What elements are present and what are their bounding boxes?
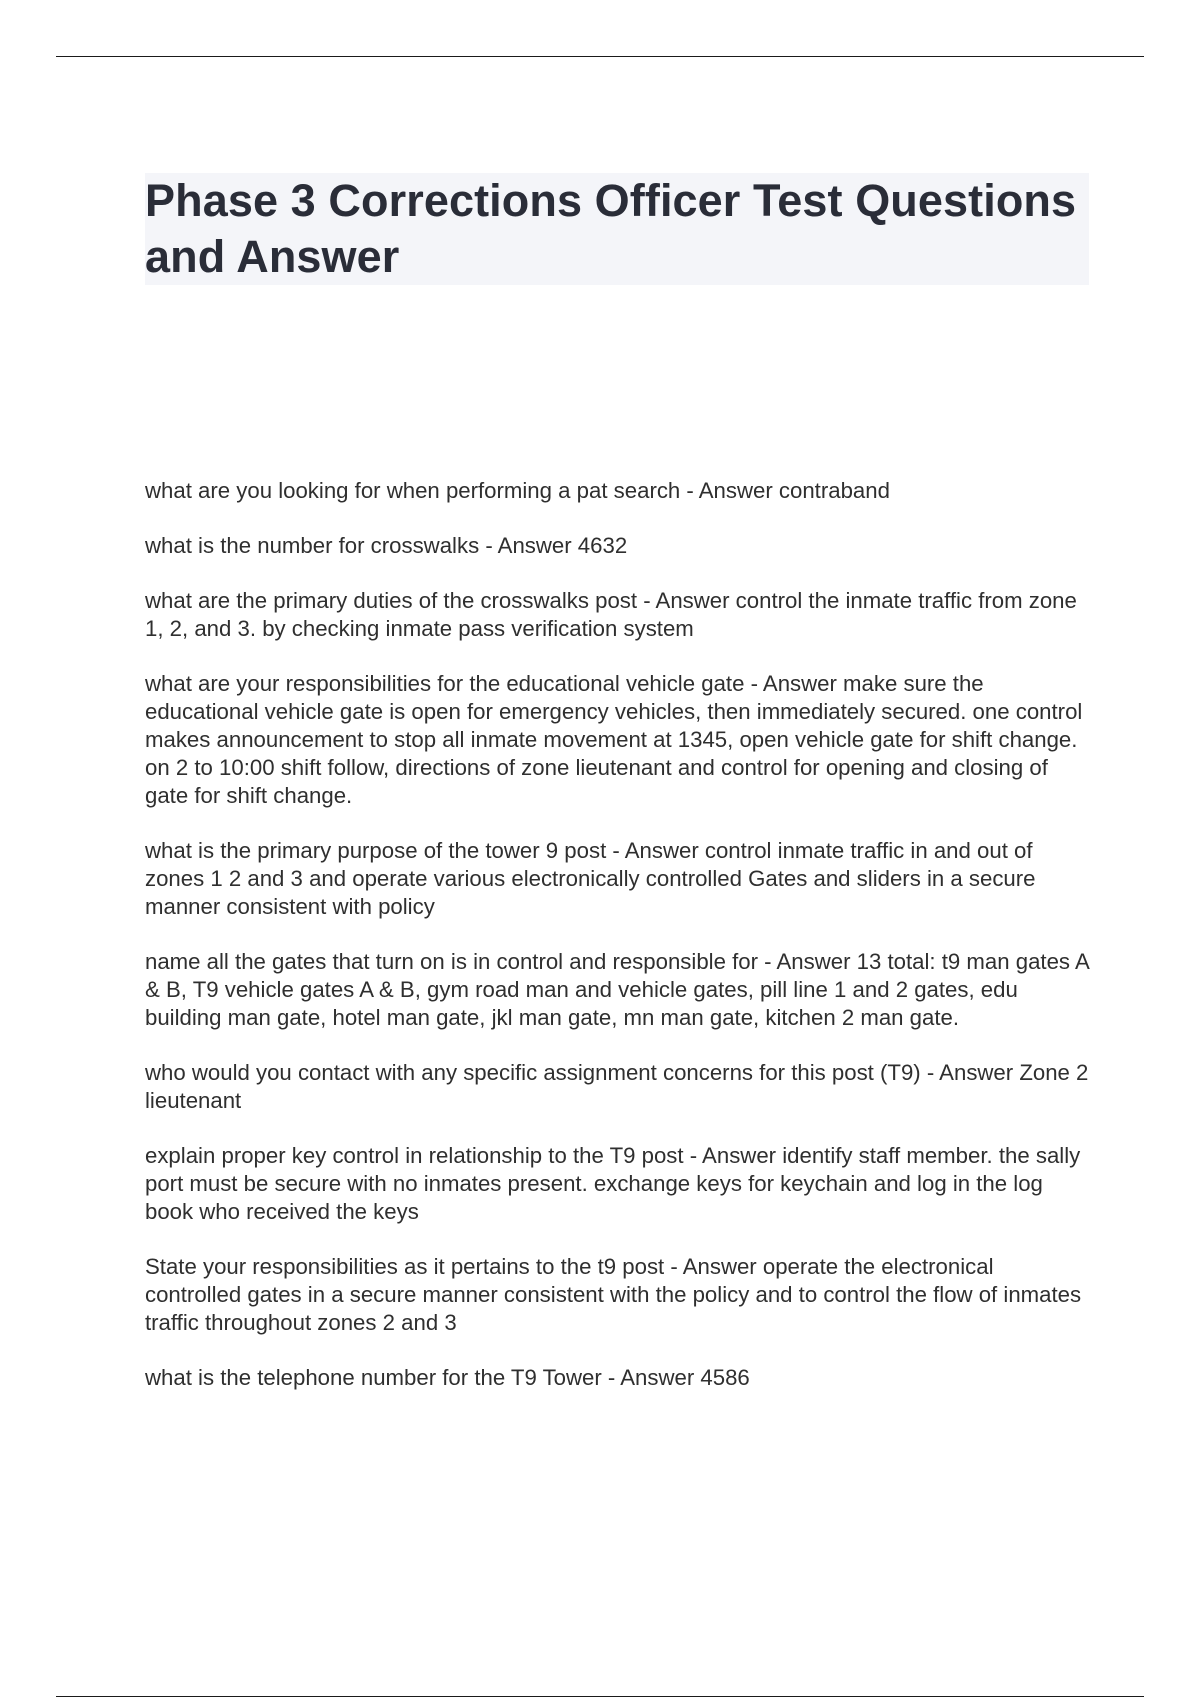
qa-item: name all the gates that turn on is in control and responsible for - Answer 13 total: t9 man gates A & B, T9 vehicle gates A & B, gym road man and vehicle gates, pill line 1 and 2 gates, edu building man gate, hotel man gate, jkl man gate, mn man gate, kitchen 2 man gate. xyxy=(145,949,1089,1030)
qa-item: who would you contact with any specific assignment concerns for this post (T9) - Answer Zone 2 lieutenant xyxy=(145,1060,1089,1113)
qa-list xyxy=(145,477,1095,1419)
qa-item: what is the primary purpose of the tower 9 post - Answer control inmate traffic in and out of zones 1 2 and 3 and operate various electronically controlled Gates and sliders in a secure manner consistent with policy xyxy=(145,838,1036,919)
qa-item: what are the primary duties of the crosswalks post - Answer control the inmate traffic from zone 1, 2, and 3. by checking inmate pass verification system xyxy=(145,588,1077,641)
bottom-divider xyxy=(56,1696,1144,1697)
qa-item: what are your responsibilities for the educational vehicle gate - Answer make sure the educational vehicle gate is open for emergency vehicles, then immediately secured. one control makes announcement to stop all inmate movement at 1345, open vehicle gate for shift change. on 2 to 10:00 shift follow, directions of zone lieutenant and control for opening and closing of gate for shift change. xyxy=(145,671,1083,808)
page-title: Phase 3 Corrections Officer Test Questions and Answer xyxy=(145,175,1077,282)
qa-item: what is the number for crosswalks - Answer 4632 xyxy=(145,533,628,558)
qa-item: what are you looking for when performing a pat search - Answer contraband xyxy=(145,478,890,503)
qa-item: State your responsibilities as it pertains to the t9 post - Answer operate the electronical controlled gates in a secure manner consistent with the policy and to control the flow of inmates traffic throughout zones 2 and 3 xyxy=(145,1254,1082,1335)
top-divider xyxy=(56,56,1144,57)
qa-item: explain proper key control in relationship to the T9 post - Answer identify staff member. the sally port must be secure with no inmates present. exchange keys for keychain and log in the log book who received the keys xyxy=(145,1143,1081,1224)
qa-item: what is the telephone number for the T9 Tower - Answer 4586 xyxy=(145,1365,750,1390)
title-banner xyxy=(145,173,1089,285)
